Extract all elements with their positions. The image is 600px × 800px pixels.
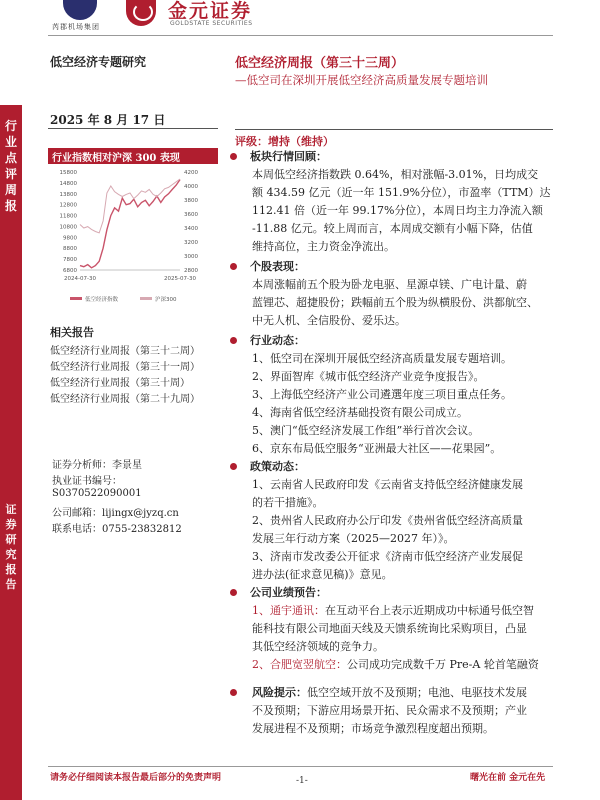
company-news-text: 公司成功完成数千万 Pre-A 轮首笔融资: [347, 658, 539, 671]
chart-left-tick-label: 10800: [59, 224, 77, 231]
chart-left-tick-label: 14800: [59, 180, 77, 187]
chart-legend-label: 沪深300: [155, 297, 177, 303]
analyst-email[interactable]: 公司邮箱：lijingx@jyzq.cn: [52, 508, 179, 519]
chart-left-tick-label: 15800: [59, 170, 77, 176]
section-bullet-icon: [230, 589, 237, 596]
chart-series-line: [80, 179, 180, 233]
section-bullet-icon: [230, 337, 237, 344]
chart-legend-label: 低空经济指数: [85, 297, 119, 303]
risk-line: 不及预期；下游应用场景开拓、民众需求不及预期；产业: [252, 704, 527, 717]
company-news-line: 能科技有限公司地面天线及天馈系统询比采购项目，凸显: [252, 622, 527, 635]
chart-x-tick-label: 2025-07-30: [164, 276, 196, 282]
risk-line: 发展进程不及预期；市场竞争激烈程度超出预期。: [252, 722, 494, 735]
chart-legend-swatch: [140, 297, 152, 300]
section-heading-stocks: 个股表现：: [250, 260, 305, 273]
goldstate-logo-en: GOLDSTATE SECURITIES: [170, 20, 253, 27]
company-name: 2、合肥宽翌航空：: [252, 658, 347, 671]
goldstate-logo-swirl: [133, 3, 153, 21]
related-reports-title: 相关报告: [50, 326, 94, 339]
chart-legend-swatch: [70, 297, 82, 300]
page-number: -1-: [296, 776, 308, 786]
industry-news-item: 3、上海低空经济产业公司遴選年度三项目重点任务。: [252, 388, 512, 401]
chart-right-tick-label: 4200: [184, 170, 198, 176]
footer-rule: [48, 766, 553, 767]
chart-right-tick-label: 3400: [184, 226, 198, 232]
policy-line: 1、云南省人民政府印发《云南省支持低空经济健康发展: [252, 478, 523, 491]
related-report-link[interactable]: 低空经济行业周报（第三十一周）: [50, 362, 200, 373]
company-news-line: 其低空经济领域的竞争力。: [252, 640, 384, 653]
company-news-text: 在互动平台上表示近期成功中标通号低空智: [325, 604, 534, 617]
market-review-line: 维持高位，主力资金净流出。: [252, 240, 395, 253]
risk-text: 低空空域开放不及预期；电池、电驱技术发展: [307, 686, 527, 699]
chart-right-tick-label: 3800: [184, 198, 198, 204]
chart-left-tick-label: 12800: [59, 202, 77, 209]
goldstate-logo-cn: 金元证券: [168, 0, 253, 22]
analyst-phone: 联系电话：0755-23832812: [52, 524, 182, 535]
industry-news-item: 1、低空司在深圳开展低空经济高质量发展专题培训。: [252, 352, 512, 365]
section-heading-policy: 政策动态：: [250, 460, 305, 473]
disclaimer-note: 请务必仔细阅读本报告最后部分的免责声明: [50, 773, 222, 783]
header-rule: [48, 35, 553, 36]
market-review-line: 额 434.59 亿元（近一年 151.9%分位），市盈率（TTM）达: [252, 186, 551, 199]
related-report-link[interactable]: 低空经济行业周报（第三十周）: [50, 378, 190, 389]
analyst-name: 证券分析师：李景星: [52, 460, 142, 471]
policy-line: 3、济南市发改委公开征求《济南市低空经济产业发展促: [252, 550, 523, 563]
section-heading-market-review: 板块行情回顾：: [250, 150, 327, 163]
chart-left-tick-label: 8800: [63, 246, 77, 253]
chart-right-tick-label: 2800: [184, 268, 198, 274]
chart-right-tick-label: 4000: [184, 184, 198, 190]
sidebar-report-type: 行业点评周报: [4, 119, 17, 213]
risk-heading: 风险提示：: [252, 686, 307, 699]
report-title: 低空经济周报（第三十三周）: [235, 56, 405, 71]
analyst-cert-label: 执业证书编号：: [52, 476, 122, 487]
chart-right-tick-label: 3200: [184, 240, 198, 246]
index-performance-chart: [48, 166, 218, 316]
section-bullet-icon: [230, 689, 237, 696]
market-review-line: -11.88 亿元。较上周而言，本周成交额有小幅下降，估值: [252, 222, 533, 235]
report-subtitle: —低空司在深圳开展低空经济高质量发展专题培训: [235, 73, 488, 87]
analyst-cert-number: S0370522090001: [52, 488, 142, 499]
stocks-line: 本周涨幅前五个股为卧龙电驱、星源卓镁、广电计量、蔚: [252, 278, 527, 291]
sidebar-research-label: 证券研究报告: [5, 503, 17, 591]
stocks-line: 蓝锂芯、超捷股份；跌幅前五个股为纵横股份、洪都航空、: [252, 296, 538, 309]
industry-news-item: 4、海南省低空经济基础投资有限公司成立。: [252, 406, 468, 419]
report-date: 2025 年 8 月 17 日: [50, 113, 166, 127]
policy-line: 进办法(征求意见稿)》意见。: [252, 568, 393, 581]
series-name: 低空经济专题研究: [50, 55, 147, 69]
chart-title: 行业指数相对沪深 300 表现: [52, 153, 180, 164]
section-heading-industry: 行业动态：: [250, 334, 305, 347]
section-bullet-icon: [230, 153, 237, 160]
industry-news-item: 2、界面智库《城市低空经济产业竞争度报告》。: [252, 370, 485, 383]
stocks-line: 中无人机、全信股份、爱乐达。: [252, 314, 406, 327]
related-report-link[interactable]: 低空经济行业周报（第二十九周）: [50, 394, 200, 405]
issuer-logo-text: 芮郡机场集团: [52, 23, 100, 31]
left-rule: [48, 128, 218, 129]
chart-right-tick-label: 3000: [184, 254, 198, 260]
policy-line: 2、贵州省人民政府办公厅印发《贵州省低空经济高质量: [252, 514, 523, 527]
market-review-line: 112.41 倍（近一年 99.17%分位），本周日均主力净流入额: [252, 204, 543, 217]
chart-left-tick-label: 9800: [63, 235, 77, 242]
section-heading-company: 公司业绩预告：: [250, 586, 327, 599]
section-bullet-icon: [230, 263, 237, 270]
risk-line: [252, 684, 557, 702]
company-news-line: [252, 602, 557, 620]
company-news-line: [252, 656, 557, 674]
issuer-logo-mark: [63, 0, 97, 20]
footer-slogan: 曙光在前 金元在先: [470, 773, 546, 783]
section-bullet-icon: [230, 463, 237, 470]
company-name: 1、通宇通讯：: [252, 604, 325, 617]
industry-news-item: 5、澳门“低空经济发展工作组”举行首次会议。: [252, 424, 480, 437]
right-rule: [235, 129, 553, 130]
market-review-line: 本周低空经济指数跌 0.64%，相对涨幅-3.01%，日均成交: [252, 168, 539, 181]
rating: 评级：增持（维持）: [235, 135, 334, 148]
policy-line: 发展三年行动方案（2025—2027 年）》。: [252, 532, 455, 545]
policy-line: 的若干措施》。: [252, 496, 324, 509]
chart-left-tick-label: 11800: [59, 213, 77, 220]
industry-news-item: 6、京东布局低空服务“亚洲最大社区——花果园”。: [252, 442, 502, 455]
chart-left-tick-label: 13800: [59, 191, 77, 198]
chart-right-tick-label: 3600: [184, 212, 198, 218]
chart-x-tick-label: 2024-07-30: [64, 276, 96, 282]
chart-left-tick-label: 6800: [63, 268, 77, 274]
chart-left-tick-label: 7800: [63, 257, 77, 264]
related-report-link[interactable]: 低空经济行业周报（第三十二周）: [50, 346, 200, 357]
